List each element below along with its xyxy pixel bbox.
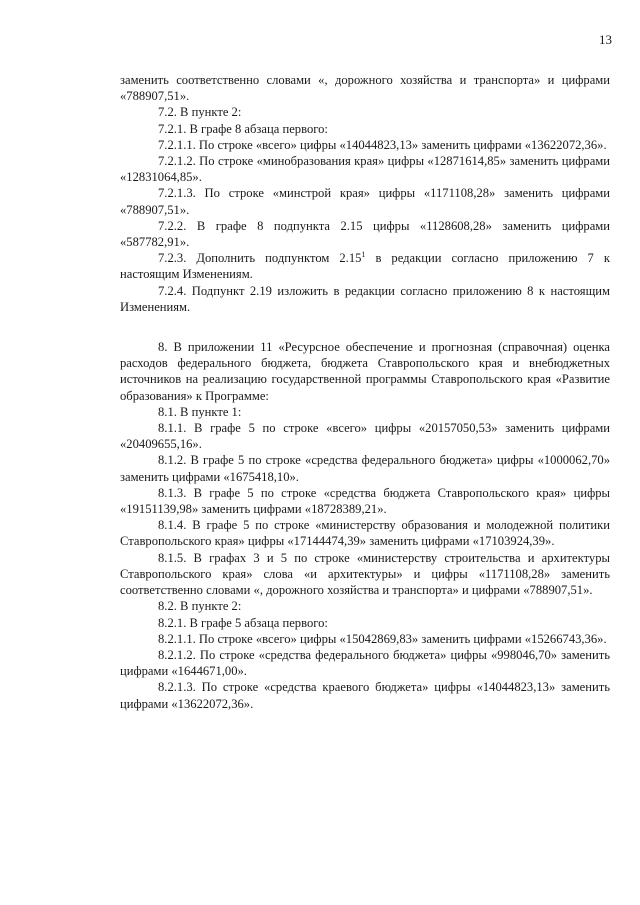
paragraph: 8.1.1. В графе 5 по строке «всего» цифры «20157050,53» заменить цифрами «20409655,16». — [120, 421, 610, 452]
paragraph: 7.2.1. В графе 8 абзаца первого: — [158, 121, 328, 136]
paragraph: 7.2.4. Подпункт 2.19 изложить в редакции согласно приложению 8 к настоящим Изменениям. — [120, 283, 610, 314]
paragraph-text: в редакции согласно приложению 7 к настоящим Изменениям. — [120, 251, 611, 282]
paragraph: 8.1.3. В графе 5 по строке «средства бюджета Ставропольского края» цифры «19151139,98» заменить цифрами «18728389,21». — [120, 485, 610, 517]
paragraph: 8. В приложении 11 «Ресурсное обеспечение и прогнозная (справочная) оценка расходов федерального бюджета, бюджета Ставропольского края и внебюджетных источников на реализацию государственной программы Ставропольского края «Развитие образования» к Программе: — [120, 340, 610, 403]
page-number: 13 — [599, 32, 612, 47]
paragraph: 8.2.1.1. По строке «всего» цифры «15042869,83» заменить цифрами «15266743,36». — [158, 631, 607, 646]
paragraph: 8.1.4. В графе 5 по строке «министерству образования и молодежной политики Ставропольского края» цифры «17144474,39» заменить цифрами «17103924,39». — [120, 518, 610, 549]
paragraph: 8.1.2. В графе 5 по строке «средства федерального бюджета» цифры «1000062,70» заменить цифрами «1675418,10». — [120, 453, 610, 484]
paragraph — [120, 250, 610, 282]
paragraph: 8.1.5. В графах 3 и 5 по строке «министерству строительства и архитектуры Ставропольского края» слова «и архитектуры» и цифры «1171108,28» заменить соответственно словами «, дорожного хозяйства и транспорта» и цифрами «788907,51». — [120, 550, 610, 598]
paragraph: 7.2.1.3. По строке «минстрой края» цифры «1171108,28» заменить цифрами «788907,51». — [120, 186, 610, 217]
superscript-index: 1 — [361, 250, 366, 260]
paragraph-text: 7.2.3. Дополнить подпунктом 2.15 — [158, 251, 362, 266]
paragraph: 7.2.2. В графе 8 подпункта 2.15 цифры «1128608,28» заменить цифрами «587782,91». — [120, 218, 610, 250]
paragraph: 7.2.1.2. По строке «минобразования края» цифры «12871614,85» заменить цифрами «12831064,85». — [120, 154, 610, 185]
paragraph: заменить соответственно словами «, дорожного хозяйства и транспорта» и цифрами «788907,51». — [120, 73, 610, 104]
document-body — [120, 72, 610, 712]
paragraph: 8.1. В пункте 1: — [158, 404, 242, 419]
paragraph: 8.2.1. В графе 5 абзаца первого: — [158, 615, 328, 630]
paragraph: 8.2.1.2. По строке «средства федерального бюджета» цифры «998046,70» заменить цифрами «1644671,00». — [120, 647, 610, 679]
paragraph: 8.2. В пункте 2: — [158, 599, 242, 614]
paragraph: 7.2.1.1. По строке «всего» цифры «14044823,13» заменить цифрами «13622072,36». — [158, 137, 607, 152]
paragraph: 8.2.1.3. По строке «средства краевого бюджета» цифры «14044823,13» заменить цифрами «13622072,36». — [120, 680, 610, 711]
paragraph: 7.2. В пункте 2: — [158, 105, 242, 120]
